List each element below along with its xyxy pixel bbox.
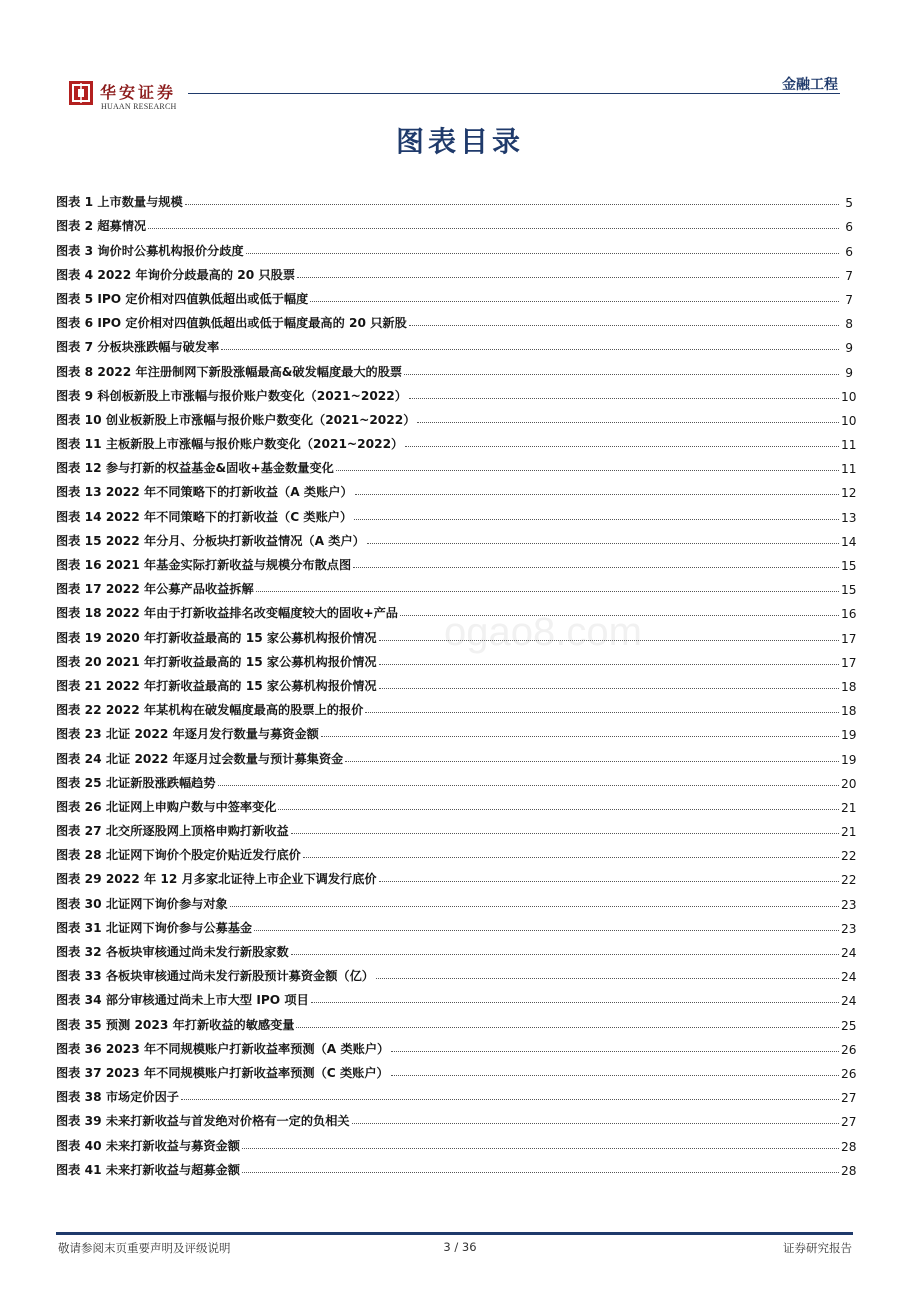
toc-entry-label[interactable]: 图表 36 2023 年不同规模账户打新收益率预测（A 类账户） bbox=[56, 1041, 390, 1056]
toc-leader-dots bbox=[409, 398, 839, 399]
toc-entry[interactable] bbox=[56, 355, 853, 379]
toc-entry-page[interactable]: 19 bbox=[841, 728, 857, 743]
toc-entry-page[interactable]: 22 bbox=[841, 849, 857, 864]
toc-entry[interactable] bbox=[56, 1057, 857, 1081]
toc-entry-page[interactable]: 9 bbox=[845, 365, 853, 380]
report-category: 金融工程 bbox=[782, 77, 838, 93]
toc-entry-page[interactable]: 23 bbox=[841, 921, 857, 936]
toc-leader-dots bbox=[404, 374, 839, 375]
toc-entry-label[interactable]: 图表 23 北证 2022 年逐月发行数量与募资金额 bbox=[56, 727, 319, 742]
toc-leader-dots bbox=[391, 1051, 839, 1052]
toc-entry-label[interactable]: 图表 14 2022 年不同策略下的打新收益（C 类账户） bbox=[56, 509, 353, 524]
toc-entry[interactable] bbox=[56, 234, 853, 258]
toc-entry-page[interactable]: 14 bbox=[841, 534, 857, 549]
page-header bbox=[0, 0, 920, 120]
toc-entry[interactable] bbox=[56, 1081, 857, 1106]
toc-entry-label[interactable]: 图表 3 询价时公募机构报价分歧度 bbox=[56, 243, 244, 258]
toc-entry[interactable] bbox=[56, 670, 857, 694]
toc-entry-page[interactable]: 20 bbox=[841, 776, 857, 791]
toc-leader-dots bbox=[218, 785, 839, 786]
toc-leader-dots bbox=[297, 277, 839, 278]
toc-entry-label[interactable]: 图表 17 2022 年公募产品收益拆解 bbox=[56, 582, 254, 597]
toc-leader-dots bbox=[409, 325, 839, 326]
toc-entry-label[interactable]: 图表 11 主板新股上市涨幅与报价账户数变化（2021~2022） bbox=[56, 437, 404, 452]
watermark: ogao8.com bbox=[444, 610, 642, 654]
toc-entry[interactable] bbox=[56, 839, 857, 864]
header-divider bbox=[188, 93, 840, 94]
toc-entry-page[interactable]: 9 bbox=[845, 341, 853, 356]
toc-leader-dots bbox=[379, 881, 839, 882]
toc-entry-page[interactable]: 16 bbox=[841, 607, 857, 622]
toc-leader-dots bbox=[242, 1172, 839, 1173]
toc-entry-page[interactable]: 12 bbox=[841, 486, 857, 501]
toc-entry[interactable] bbox=[56, 525, 857, 549]
page-number: 3 / 36 bbox=[443, 1240, 477, 1254]
toc-entry-label[interactable]: 图表 29 2022 年 12 月多家北证待上市企业下调发行底价 bbox=[56, 872, 377, 887]
toc-entry[interactable] bbox=[56, 283, 853, 307]
toc-entry[interactable] bbox=[56, 936, 857, 960]
toc-entry[interactable] bbox=[56, 404, 857, 428]
toc-entry[interactable] bbox=[56, 573, 857, 598]
toc-entry-label[interactable]: 图表 38 市场定价因子 bbox=[56, 1090, 179, 1105]
toc-leader-dots bbox=[391, 1075, 839, 1076]
toc-leader-dots bbox=[353, 567, 839, 568]
toc-leader-dots bbox=[354, 519, 839, 520]
footer-report-type: 证券研究报告 bbox=[783, 1241, 852, 1255]
toc-entry-label[interactable]: 图表 27 北交所逐股网上顶格申购打新收益 bbox=[56, 824, 289, 839]
toc-entry-label[interactable]: 图表 21 2022 年打新收益最高的 15 家公募机构报价情况 bbox=[56, 678, 377, 693]
toc-leader-dots bbox=[256, 591, 839, 592]
toc-entry-page[interactable]: 24 bbox=[841, 946, 857, 960]
toc-entry-page[interactable]: 21 bbox=[841, 825, 857, 840]
toc-entry[interactable] bbox=[56, 646, 857, 670]
toc-entry-label[interactable]: 图表 28 北证网下询价个股定价贴近发行底价 bbox=[56, 848, 301, 863]
toc-entry[interactable] bbox=[56, 331, 853, 355]
toc-entry-page[interactable]: 27 bbox=[841, 1115, 857, 1130]
toc-entry-label[interactable]: 图表 9 科创板新股上市涨幅与报价账户数变化（2021~2022） bbox=[56, 388, 407, 403]
toc-entry-label[interactable]: 图表 22 2022 年某机构在破发幅度最高的股票上的报价 bbox=[56, 703, 364, 718]
toc-entry-label[interactable]: 图表 24 北证 2022 年逐月过会数量与预计募集资金 bbox=[56, 751, 344, 766]
toc-entry-label[interactable]: 图表 26 北证网上申购户数与中签率变化 bbox=[56, 799, 277, 814]
toc-entry-page[interactable]: 23 bbox=[841, 897, 857, 912]
toc-entry-page[interactable]: 5 bbox=[845, 196, 853, 211]
toc-entry[interactable] bbox=[56, 1105, 857, 1130]
toc-entry-label[interactable]: 图表 5 IPO 定价相对四值孰低超出或低于幅度 bbox=[56, 291, 309, 306]
toc-leader-dots bbox=[376, 978, 839, 979]
toc-entry[interactable] bbox=[56, 960, 857, 985]
toc-entry-page[interactable]: 10 bbox=[841, 389, 857, 404]
toc-entry[interactable] bbox=[56, 767, 857, 791]
toc-leader-dots bbox=[336, 470, 839, 471]
toc-leader-dots bbox=[379, 688, 839, 689]
toc-entry[interactable] bbox=[56, 500, 857, 525]
toc-entry[interactable] bbox=[56, 694, 857, 719]
toc-leader-dots bbox=[365, 712, 839, 713]
toc-entry-label[interactable]: 图表 41 未来打新收益与超募金额 bbox=[56, 1162, 240, 1177]
toc-entry-label[interactable]: 图表 6 IPO 定价相对四值孰低超出或低于幅度最高的 20 只新股 bbox=[56, 316, 407, 331]
toc-entry-page[interactable]: 19 bbox=[841, 752, 857, 767]
toc-entry-page[interactable]: 10 bbox=[841, 413, 857, 428]
toc-entry-page[interactable]: 21 bbox=[841, 800, 857, 815]
toc-leader-dots bbox=[352, 1123, 839, 1124]
toc-leader-dots bbox=[303, 857, 839, 858]
toc-entry-page[interactable]: 17 bbox=[841, 631, 857, 646]
logo-text-en: HUAAN RESEARCH bbox=[101, 102, 177, 111]
toc-entry-page[interactable]: 26 bbox=[841, 1042, 857, 1057]
toc-entry-page[interactable]: 27 bbox=[841, 1091, 857, 1106]
toc-entry-label[interactable]: 图表 33 各板块审核通过尚未发行新股预计募资金额（亿） bbox=[56, 969, 374, 984]
toc-entry-label[interactable]: 图表 32 各板块审核通过尚未发行新股家数 bbox=[56, 945, 289, 959]
toc-leader-dots bbox=[311, 1002, 839, 1003]
toc-leader-dots bbox=[221, 349, 839, 350]
toc-entry-label[interactable]: 图表 20 2021 年打新收益最高的 15 家公募机构报价情况 bbox=[56, 654, 377, 669]
toc-entry[interactable] bbox=[56, 742, 857, 767]
toc-entry-page[interactable]: 15 bbox=[841, 583, 857, 598]
toc-entry-page[interactable]: 8 bbox=[845, 317, 853, 332]
toc-entry[interactable] bbox=[56, 1033, 857, 1057]
toc-entry[interactable] bbox=[56, 597, 857, 622]
toc-entry-page[interactable]: 18 bbox=[841, 704, 857, 719]
toc-entry[interactable] bbox=[56, 1008, 857, 1033]
toc-entry-page[interactable]: 6 bbox=[845, 220, 853, 235]
toc-entry-page[interactable]: 7 bbox=[845, 292, 853, 307]
toc-entry-page[interactable]: 15 bbox=[841, 559, 857, 573]
toc-leader-dots bbox=[291, 833, 839, 834]
toc-entry-label[interactable]: 图表 13 2022 年不同策略下的打新收益（A 类账户） bbox=[56, 485, 353, 500]
figure-toc bbox=[56, 186, 857, 1178]
toc-entry-label[interactable]: 图表 25 北证新股涨跌幅趋势 bbox=[56, 775, 216, 790]
toc-entry-page[interactable]: 28 bbox=[841, 1163, 857, 1178]
toc-entry-page[interactable]: 18 bbox=[841, 679, 857, 694]
toc-entry-label[interactable]: 图表 39 未来打新收益与首发绝对价格有一定的负相关 bbox=[56, 1114, 350, 1129]
toc-entry[interactable] bbox=[56, 791, 857, 815]
toc-entry-page[interactable]: 6 bbox=[845, 244, 853, 259]
toc-entry[interactable] bbox=[56, 621, 857, 646]
toc-entry-page[interactable]: 11 bbox=[841, 462, 857, 477]
toc-leader-dots bbox=[148, 228, 839, 229]
toc-entry-label[interactable]: 图表 2 超募情况 bbox=[56, 219, 147, 234]
toc-entry-label[interactable]: 图表 30 北证网下询价参与对象 bbox=[56, 896, 228, 911]
toc-leader-dots bbox=[321, 736, 839, 737]
toc-entry[interactable] bbox=[56, 718, 857, 743]
toc-leader-dots bbox=[278, 809, 839, 810]
toc-entry[interactable] bbox=[56, 1154, 857, 1178]
toc-entry[interactable] bbox=[56, 912, 857, 936]
toc-leader-dots bbox=[181, 1099, 839, 1100]
toc-entry-page[interactable]: 24 bbox=[841, 970, 857, 985]
toc-entry-page[interactable]: 11 bbox=[841, 438, 857, 453]
toc-entry-label[interactable]: 图表 15 2022 年分月、分板块打新收益情况（A 类户） bbox=[56, 533, 365, 548]
toc-entry[interactable] bbox=[56, 984, 857, 1009]
toc-leader-dots bbox=[230, 906, 839, 907]
toc-entry-page[interactable]: 17 bbox=[841, 655, 857, 670]
toc-leader-dots bbox=[242, 1148, 839, 1149]
toc-entry[interactable] bbox=[56, 259, 853, 283]
toc-entry[interactable] bbox=[56, 863, 857, 888]
toc-entry-page[interactable]: 7 bbox=[845, 268, 853, 283]
toc-leader-dots bbox=[355, 494, 839, 495]
toc-entry[interactable] bbox=[56, 428, 857, 453]
toc-entry[interactable] bbox=[56, 186, 853, 210]
footer-divider bbox=[56, 1232, 853, 1235]
toc-leader-dots bbox=[296, 1027, 839, 1028]
toc-leader-dots bbox=[310, 301, 839, 302]
toc-leader-dots bbox=[400, 615, 839, 616]
toc-entry-label[interactable]: 图表 10 创业板新股上市涨幅与报价账户数变化（2021~2022） bbox=[56, 412, 416, 427]
toc-entry-label[interactable]: 图表 16 2021 年基金实际打新收益与规模分布散点图 bbox=[56, 558, 352, 572]
toc-entry-label[interactable]: 图表 34 部分审核通过尚未上市大型 IPO 项目 bbox=[56, 993, 309, 1008]
toc-leader-dots bbox=[185, 204, 839, 205]
toc-entry[interactable] bbox=[56, 452, 857, 477]
toc-entry-label[interactable]: 图表 12 参与打新的权益基金&固收+基金数量变化 bbox=[56, 461, 334, 476]
toc-leader-dots bbox=[405, 446, 839, 447]
toc-entry-label[interactable]: 图表 8 2022 年注册制网下新股涨幅最高&破发幅度最大的股票 bbox=[56, 364, 403, 379]
toc-entry[interactable] bbox=[56, 476, 857, 501]
page-title: 图表目录 bbox=[395, 125, 524, 158]
toc-entry-page[interactable]: 28 bbox=[841, 1139, 857, 1154]
toc-leader-dots bbox=[291, 954, 839, 955]
toc-entry-label[interactable]: 图表 1 上市数量与规模 bbox=[56, 195, 183, 210]
toc-leader-dots bbox=[246, 253, 839, 254]
toc-entry[interactable] bbox=[56, 380, 857, 404]
toc-entry-page[interactable]: 25 bbox=[841, 1018, 857, 1033]
toc-leader-dots bbox=[345, 761, 839, 762]
huaan-logo-icon bbox=[68, 80, 94, 106]
toc-entry[interactable] bbox=[56, 1129, 857, 1154]
toc-entry-page[interactable]: 26 bbox=[841, 1066, 857, 1081]
toc-entry-label[interactable]: 图表 37 2023 年不同规模账户打新收益率预测（C 类账户） bbox=[56, 1065, 389, 1080]
toc-entry-label[interactable]: 图表 4 2022 年询价分歧最高的 20 只股票 bbox=[56, 267, 296, 282]
toc-entry-label[interactable]: 图表 19 2020 年打新收益最高的 15 家公募机构报价情况 bbox=[56, 630, 377, 645]
toc-entry-label[interactable]: 图表 18 2022 年由于打新收益排名改变幅度较大的固收+产品 bbox=[56, 606, 398, 621]
toc-entry-label[interactable]: 图表 35 预测 2023 年打新收益的敏感变量 bbox=[56, 1017, 295, 1032]
toc-entry-label[interactable]: 图表 40 未来打新收益与募资金额 bbox=[56, 1138, 240, 1153]
toc-entry-label[interactable]: 图表 31 北证网下询价参与公募基金 bbox=[56, 920, 253, 935]
logo-text-cn: 华安证券 bbox=[100, 83, 177, 102]
toc-entry[interactable] bbox=[56, 815, 857, 840]
toc-entry-page[interactable]: 13 bbox=[841, 510, 857, 525]
footer-disclaimer: 敬请参阅末页重要声明及评级说明 bbox=[58, 1241, 231, 1255]
toc-entry-label[interactable]: 图表 7 分板块涨跌幅与破发率 bbox=[56, 340, 220, 355]
toc-leader-dots bbox=[254, 930, 839, 931]
toc-entry[interactable] bbox=[56, 307, 853, 331]
toc-entry[interactable] bbox=[56, 887, 857, 912]
toc-entry-page[interactable]: 24 bbox=[841, 994, 857, 1009]
toc-leader-dots bbox=[367, 543, 839, 544]
toc-entry[interactable] bbox=[56, 210, 853, 234]
toc-leader-dots bbox=[379, 640, 839, 641]
toc-entry-page[interactable]: 22 bbox=[841, 873, 857, 888]
toc-leader-dots bbox=[379, 664, 839, 665]
toc-leader-dots bbox=[417, 422, 839, 423]
toc-entry[interactable] bbox=[56, 549, 857, 573]
